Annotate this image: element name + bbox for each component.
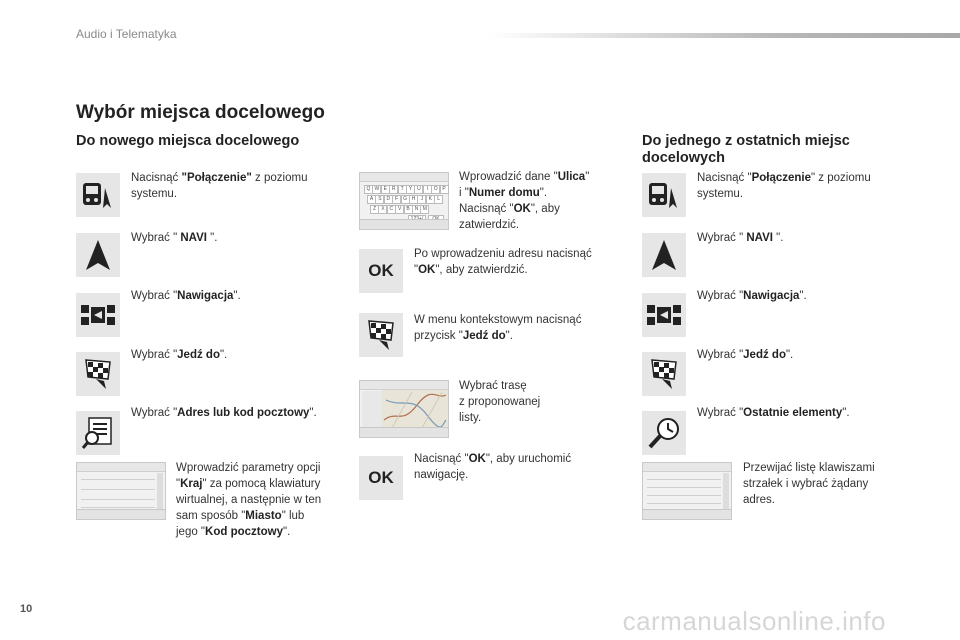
address-search-icon — [81, 416, 115, 450]
left-step-4-text: Wybrać "Jedź do". — [131, 349, 228, 361]
keyboard-key: M — [420, 205, 429, 214]
step-icon-box — [359, 313, 403, 357]
keyboard-key: U — [414, 185, 423, 194]
keyboard-key: H — [409, 195, 418, 204]
right-subtitle: Do jednego z ostatnich miejsc docelowych — [642, 133, 850, 166]
right-step-4-text: Wybrać "Jedź do". — [697, 349, 794, 361]
recent-destinations-icon — [647, 416, 681, 450]
keyboard-key: Z — [370, 205, 379, 214]
step-icon-box — [642, 293, 686, 337]
keyboard-key: Y — [406, 185, 415, 194]
navi-arrow-icon — [649, 238, 679, 272]
keyboard-key: F — [392, 195, 401, 204]
right-step-1-text: Nacisnąć "Połączenie" z poziomu systemu. — [697, 172, 871, 200]
keyboard-key: K — [426, 195, 435, 204]
recent-list-screen — [642, 462, 732, 520]
keyboard-key: B — [404, 205, 413, 214]
right-step-5-text: Wybrać "Ostatnie elementy". — [697, 407, 850, 419]
keyboard-key: A — [367, 195, 376, 204]
page-title: Wybór miejsca docelowego — [76, 102, 325, 123]
middle-goto-text: W menu kontekstowym nacisnąć przycisk "Jedź do". — [414, 314, 582, 342]
keyboard-key: Q — [364, 185, 373, 194]
step-icon-box — [642, 352, 686, 396]
keyboard-key: G — [401, 195, 410, 204]
step-icon-box — [76, 352, 120, 396]
address-list-screen — [76, 462, 166, 520]
keyboard-key: J — [417, 195, 426, 204]
keyboard-key: R — [389, 185, 398, 194]
watermark: carmanualsonline.info — [622, 606, 886, 636]
keyboard-key: E — [381, 185, 390, 194]
left-step-5-text: Wybrać "Adres lub kod pocztowy". — [131, 407, 317, 419]
virtual-keyboard-screen — [359, 172, 449, 230]
keyboard-key: P — [440, 185, 449, 194]
step-icon-box — [642, 173, 686, 217]
right-step-2-text: Wybrać " NAVI ". — [697, 232, 784, 244]
middle-street-text: Wprowadzić dane "Ulica" i "Numer domu". Nacisnąć "OK", aby zatwierdzić. — [459, 171, 590, 231]
step-icon-box — [76, 293, 120, 337]
middle-route-text: Wybrać trasę z proponowanej listy. — [459, 380, 541, 424]
step-icon-box — [642, 411, 686, 455]
ok-button-icon: OK — [359, 249, 403, 293]
keyboard-key: V — [395, 205, 404, 214]
middle-ok2-text: Nacisnąć "OK", aby uruchomić nawigację. — [414, 453, 572, 481]
connection-icon — [647, 180, 681, 210]
navi-arrow-icon — [83, 238, 113, 272]
checkered-flag-icon — [365, 318, 397, 352]
navigation-menu-icon — [646, 303, 682, 327]
keyboard-key: X — [378, 205, 387, 214]
middle-ok1-text: Po wprowadzeniu adresu nacisnąć "OK", aby zatwierdzić. — [414, 248, 592, 276]
header-bar — [488, 33, 960, 38]
left-step-1-text: Nacisnąć "Połączenie" z poziomu systemu. — [131, 172, 308, 200]
keyboard-key: S — [375, 195, 384, 204]
left-params-text: Wprowadzić parametry opcji "Kraj" za pomocą klawiatury wirtualnej, a następnie w ten sam sposób "Miasto" lub jego "Kod pocztowy". — [176, 462, 322, 538]
step-icon-box — [76, 411, 120, 455]
checkered-flag-icon — [82, 357, 114, 391]
route-map-screen — [359, 380, 449, 438]
connection-icon — [81, 180, 115, 210]
navigation-menu-icon — [80, 303, 116, 327]
step-icon-box — [642, 233, 686, 277]
step-icon-box — [76, 233, 120, 277]
keyboard-key: O — [431, 185, 440, 194]
keyboard-key: N — [412, 205, 421, 214]
step-icon-box — [76, 173, 120, 217]
keyboard-key: D — [384, 195, 393, 204]
keyboard-key: W — [372, 185, 381, 194]
page-number: 10 — [20, 603, 33, 615]
checkered-flag-icon — [648, 357, 680, 391]
keyboard-key: C — [387, 205, 396, 214]
left-subtitle: Do nowego miejsca docelowego — [76, 133, 300, 149]
right-scroll-text: Przewijać listę klawiszami strzałek i wybrać żądany adres. — [743, 462, 875, 506]
keyboard-key: I — [423, 185, 432, 194]
left-step-2-text: Wybrać " NAVI ". — [131, 232, 218, 244]
keyboard-key: L — [434, 195, 443, 204]
right-step-3-text: Wybrać "Nawigacja". — [697, 290, 807, 302]
left-step-3-text: Wybrać "Nawigacja". — [131, 290, 241, 302]
keyboard-key: T — [398, 185, 407, 194]
section-header: Audio i Telematyka — [76, 27, 177, 41]
ok-button-icon: OK — [359, 456, 403, 500]
